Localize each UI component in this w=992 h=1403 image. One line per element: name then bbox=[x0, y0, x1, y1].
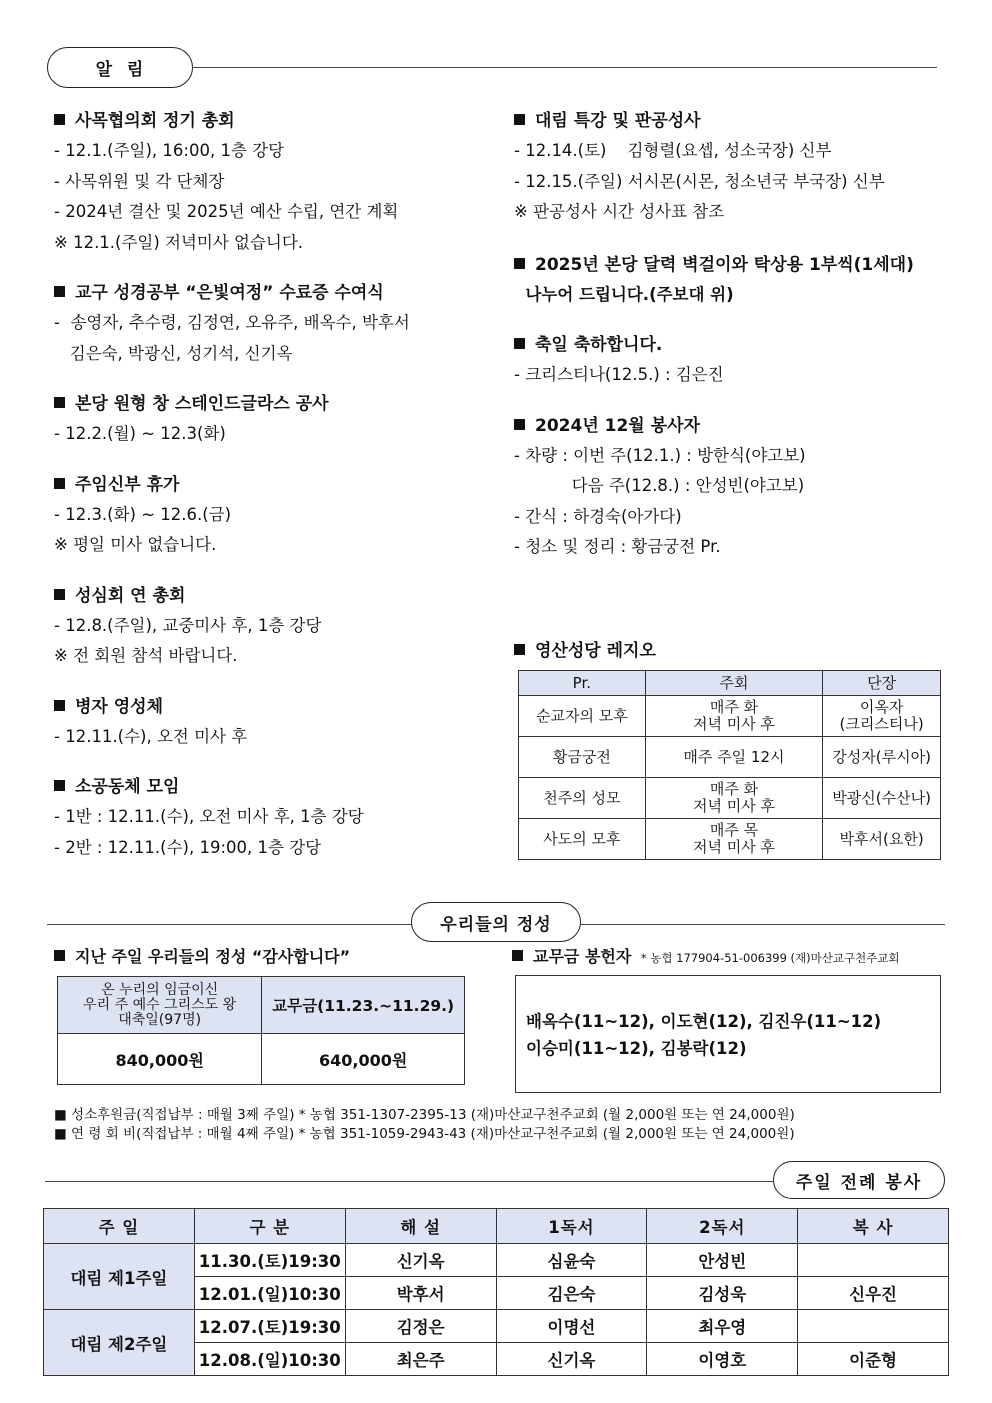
schedule-col-reading1: 1독서 bbox=[496, 1209, 647, 1244]
schedule-server-cell: 이준형 bbox=[798, 1343, 949, 1376]
square-bullet-icon bbox=[54, 286, 65, 297]
notice-title: 교구 성경공부 “은빛여정” 수료증 수여식 bbox=[75, 283, 384, 303]
notice-line: - 12.2.(월) ~ 12.3(화) bbox=[54, 424, 226, 443]
square-bullet-icon bbox=[514, 114, 525, 125]
thanks-title: 지난 주일 우리들의 정성 “감사합니다” bbox=[75, 947, 351, 966]
schedule-col-sunday: 주 일 bbox=[44, 1209, 195, 1244]
notice-header-pill bbox=[47, 47, 193, 88]
thanks-title-row bbox=[54, 942, 350, 972]
notice-title-row bbox=[514, 411, 954, 441]
notice-title-row bbox=[54, 581, 504, 611]
square-bullet-icon bbox=[512, 950, 523, 961]
schedule-time-cell: 12.01.(일)10:30 bbox=[194, 1277, 345, 1310]
legio-pr-cell: 사도의 모후 bbox=[519, 819, 646, 860]
notice-line: ※ 판공성사 시간 성사표 참조 bbox=[514, 202, 725, 221]
notice-section bbox=[54, 692, 504, 753]
square-bullet-icon bbox=[54, 950, 65, 961]
notice-line: 다음 주(12.8.) : 안성빈(야고보) bbox=[514, 476, 805, 495]
liturgy-schedule-table bbox=[43, 1208, 949, 1376]
notice-title: 성심회 연 총회 bbox=[75, 585, 186, 606]
offering-rule-left bbox=[47, 924, 412, 925]
notice-title-row bbox=[54, 106, 504, 136]
schedule-server-cell bbox=[798, 1244, 949, 1277]
schedule-header-row bbox=[44, 1209, 949, 1244]
schedule-reading2-cell: 김성욱 bbox=[647, 1277, 798, 1310]
notice-title: 대림 특강 및 판공성사 bbox=[535, 111, 701, 131]
donor-title-row bbox=[512, 942, 900, 973]
notice-title: 2024년 12월 봉사자 bbox=[535, 415, 700, 436]
legio-leader-cell: 강성자(루시아) bbox=[823, 737, 941, 778]
offering-table bbox=[57, 976, 465, 1085]
notice-line: - 크리스티나(12.5.) : 김은진 bbox=[514, 365, 724, 384]
legio-col-meeting: 주회 bbox=[645, 671, 823, 696]
notice-title-row bbox=[514, 330, 954, 360]
schedule-time-cell: 12.08.(일)10:30 bbox=[194, 1343, 345, 1376]
notice-line: - 12.1.(주일), 16:00, 1층 강당 bbox=[54, 141, 285, 160]
notice-section bbox=[54, 389, 504, 450]
square-bullet-icon bbox=[54, 397, 65, 408]
offering-col1-value: 840,000원 bbox=[58, 1034, 262, 1085]
notice-line: ※ 전 회원 참석 바랍니다. bbox=[54, 646, 238, 665]
notice-title-row bbox=[514, 250, 954, 280]
schedule-reading1-cell: 심윤숙 bbox=[496, 1244, 647, 1277]
notice-line: - 12.11.(수), 오전 미사 후 bbox=[54, 726, 248, 746]
offering-rule-right bbox=[581, 924, 945, 925]
offering-value-row bbox=[58, 1034, 465, 1085]
notice-line: - 차량 : 이번 주(12.1.) : 방한식(야고보) bbox=[514, 445, 806, 465]
notice-line: 나누어 드립니다.(주보대 위) bbox=[514, 284, 734, 304]
legio-pr-cell: 황금궁전 bbox=[519, 737, 646, 778]
notice-title-row bbox=[54, 692, 504, 722]
notice-line: - 12.14.(토) 김형렬(요셉, 성소국장) 신부 bbox=[514, 141, 832, 160]
notice-line: 김은숙, 박광신, 성기석, 신기옥 bbox=[54, 343, 293, 363]
notice-title: 축일 축하합니다. bbox=[535, 335, 663, 355]
notice-line: - 간식 : 하경숙(아가다) bbox=[514, 506, 682, 526]
schedule-header-title: 주일 전례 봉사 bbox=[795, 1172, 923, 1193]
schedule-col-altar-server: 복 사 bbox=[798, 1209, 949, 1244]
schedule-reading1-cell: 김은숙 bbox=[496, 1277, 647, 1310]
schedule-col-commentator: 해 설 bbox=[345, 1209, 496, 1244]
schedule-reading2-cell: 이영호 bbox=[647, 1343, 798, 1376]
notice-line: ※ 평일 미사 없습니다. bbox=[54, 535, 217, 554]
legio-meeting-cell: 매주 목 저녁 미사 후 bbox=[645, 819, 823, 860]
notice-title-row bbox=[54, 772, 504, 802]
schedule-server-cell bbox=[798, 1310, 949, 1343]
notice-section bbox=[514, 330, 954, 391]
payment-notes bbox=[54, 1106, 795, 1144]
square-bullet-icon bbox=[514, 338, 525, 349]
notice-header-rule bbox=[193, 67, 937, 68]
notice-line: - 12.3.(화) ~ 12.6.(금) bbox=[54, 504, 232, 524]
notice-section bbox=[54, 106, 504, 258]
square-bullet-icon bbox=[54, 114, 65, 125]
notice-line: ※ 12.1.(주일) 저녁미사 없습니다. bbox=[54, 232, 304, 252]
legio-leader-cell: 이옥자 (크리스티나) bbox=[823, 696, 941, 737]
square-bullet-icon bbox=[54, 700, 65, 711]
offering-col2-header: 교무금(11.23.~11.29.) bbox=[262, 977, 465, 1034]
legio-meeting-cell: 매주 화 저녁 미사 후 bbox=[645, 778, 823, 819]
legio-title: 영산성당 레지오 bbox=[535, 641, 656, 661]
schedule-week-cell: 대림 제1주일 bbox=[44, 1244, 195, 1310]
notice-section bbox=[54, 581, 504, 672]
schedule-col-division: 구 분 bbox=[194, 1209, 345, 1244]
legio-row bbox=[519, 696, 941, 737]
offering-header-row bbox=[58, 977, 465, 1034]
donor-line: 이승미(11~12), 김봉락(12) bbox=[526, 1039, 747, 1058]
notice-line: - 2024년 결산 및 2025년 예산 수립, 연간 계획 bbox=[54, 202, 399, 221]
schedule-row bbox=[44, 1244, 949, 1277]
square-bullet-icon bbox=[514, 258, 525, 269]
notice-title-row bbox=[54, 278, 504, 308]
schedule-commentator-cell: 신기옥 bbox=[345, 1244, 496, 1277]
legio-row bbox=[519, 778, 941, 819]
notice-line: - 2반 : 12.11.(수), 19:00, 1층 강당 bbox=[54, 837, 322, 857]
schedule-week-cell: 대림 제2주일 bbox=[44, 1310, 195, 1376]
notice-title-row bbox=[54, 389, 504, 419]
donor-title: 교무금 봉헌자 bbox=[533, 947, 632, 966]
legio-meeting-cell: 매주 화 저녁 미사 후 bbox=[645, 696, 823, 737]
notice-line: - 청소 및 정리 : 황금궁전 Pr. bbox=[514, 537, 721, 556]
notice-section bbox=[54, 278, 504, 369]
notice-header-title: 알 림 bbox=[95, 60, 145, 80]
schedule-time-cell: 12.07.(토)19:30 bbox=[194, 1310, 345, 1343]
schedule-reading2-cell: 안성빈 bbox=[647, 1244, 798, 1277]
schedule-reading2-cell: 최우영 bbox=[647, 1310, 798, 1343]
left-notice-column bbox=[54, 106, 504, 883]
notice-section bbox=[514, 250, 954, 311]
legio-table bbox=[518, 670, 941, 860]
schedule-reading1-cell: 신기옥 bbox=[496, 1343, 647, 1376]
notice-line: - 송영자, 추수령, 김정연, 오유주, 배옥수, 박후서 bbox=[54, 313, 410, 332]
notice-section bbox=[514, 411, 954, 563]
legio-section bbox=[514, 636, 656, 666]
square-bullet-icon bbox=[54, 478, 65, 489]
legio-row bbox=[519, 737, 941, 778]
legio-meeting-cell: 매주 주일 12시 bbox=[645, 737, 823, 778]
schedule-commentator-cell: 김정은 bbox=[345, 1310, 496, 1343]
right-notice-column bbox=[514, 106, 954, 583]
notice-section bbox=[54, 772, 504, 863]
notice-title-row bbox=[54, 470, 504, 500]
schedule-header-pill bbox=[773, 1161, 945, 1199]
notice-line: - 12.15.(주일) 서시몬(시몬, 청소년국 부국장) 신부 bbox=[514, 171, 885, 191]
donor-box bbox=[515, 975, 941, 1093]
notice-section bbox=[54, 470, 504, 561]
notice-section bbox=[514, 106, 954, 228]
legio-header-row bbox=[519, 671, 941, 696]
schedule-row bbox=[44, 1310, 949, 1343]
notice-line: - 사목위원 및 각 단체장 bbox=[54, 171, 225, 191]
square-bullet-icon bbox=[514, 644, 525, 655]
square-bullet-icon bbox=[54, 589, 65, 600]
offering-header-pill bbox=[411, 902, 581, 942]
legio-pr-cell: 천주의 성모 bbox=[519, 778, 646, 819]
legio-leader-cell: 박광신(수산나) bbox=[823, 778, 941, 819]
notice-title: 2025년 본당 달력 벽걸이와 탁상용 1부씩(1세대) bbox=[535, 254, 914, 275]
schedule-time-cell: 11.30.(토)19:30 bbox=[194, 1244, 345, 1277]
schedule-commentator-cell: 박후서 bbox=[345, 1277, 496, 1310]
notice-line: - 12.8.(주일), 교중미사 후, 1층 강당 bbox=[54, 615, 322, 635]
legio-col-pr: Pr. bbox=[519, 671, 646, 696]
square-bullet-icon bbox=[514, 419, 525, 430]
funeral-fee-note: ■ 연 령 회 비(직접납부 : 매월 4째 주일) * 농협 351-1059-2943-43 (재)마산교구천주교회 (월 2,000원 또는 연 24,000원) bbox=[54, 1126, 795, 1142]
notice-title: 본당 원형 창 스테인드글라스 공사 bbox=[75, 394, 329, 414]
offering-col1-header: 온 누리의 임금이신 우리 주 예수 그리스도 왕 대축일(97명) bbox=[58, 977, 262, 1034]
legio-row bbox=[519, 819, 941, 860]
offering-header-title: 우리들의 정성 bbox=[440, 914, 552, 935]
legio-col-leader: 단장 bbox=[823, 671, 941, 696]
schedule-rule bbox=[45, 1181, 773, 1182]
notice-title-row bbox=[514, 106, 954, 136]
notice-title: 소공동체 모임 bbox=[75, 777, 180, 797]
schedule-commentator-cell: 최은주 bbox=[345, 1343, 496, 1376]
legio-title-row bbox=[514, 636, 656, 666]
legio-pr-cell: 순교자의 모후 bbox=[519, 696, 646, 737]
offering-col2-value: 640,000원 bbox=[262, 1034, 465, 1085]
notice-line: - 1반 : 12.11.(수), 오전 미사 후, 1층 강당 bbox=[54, 807, 364, 826]
legio-leader-cell: 박후서(요한) bbox=[823, 819, 941, 860]
schedule-server-cell: 신우진 bbox=[798, 1277, 949, 1310]
donor-account: * 농협 177904-51-006399 (재)마산교구천주교회 bbox=[640, 951, 900, 965]
schedule-col-reading2: 2독서 bbox=[647, 1209, 798, 1244]
schedule-reading1-cell: 이명선 bbox=[496, 1310, 647, 1343]
notice-title: 주임신부 휴가 bbox=[75, 474, 180, 495]
notice-title: 병자 영성체 bbox=[75, 696, 164, 717]
vocation-support-note: ■ 성소후원금(직접납부 : 매월 3째 주일) * 농협 351-1307-2395-13 (재)마산교구천주교회 (월 2,000원 또는 연 24,000원) bbox=[54, 1107, 795, 1123]
square-bullet-icon bbox=[54, 780, 65, 791]
notice-title: 사목협의회 정기 총회 bbox=[75, 111, 235, 131]
donor-line: 배옥수(11~12), 이도현(12), 김진우(11~12) bbox=[526, 1012, 882, 1031]
